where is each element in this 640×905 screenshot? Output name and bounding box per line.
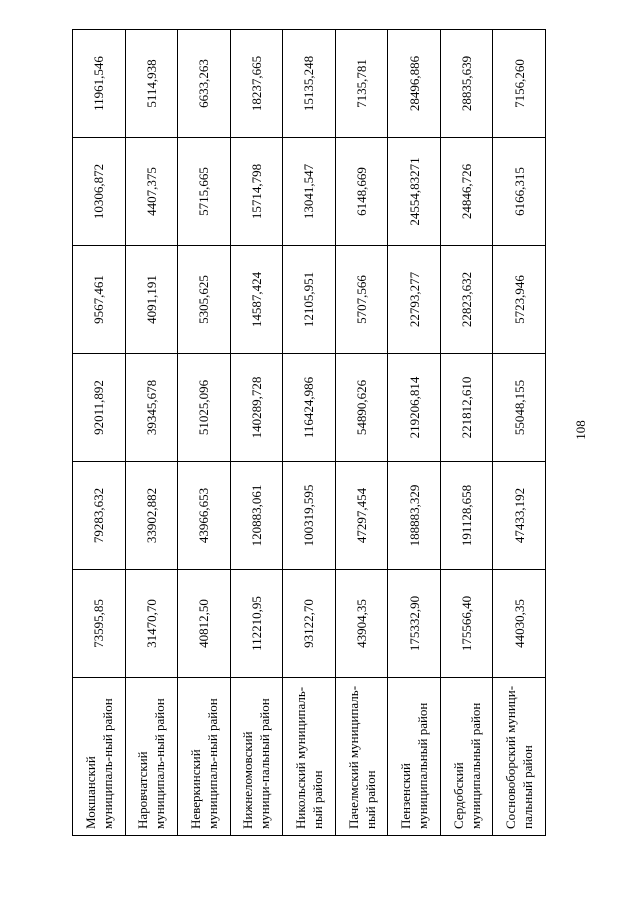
rotated-table-container [72, 30, 546, 836]
value-cell: 10306,872 [73, 138, 126, 246]
district-name: Неверкинский муниципаль-ный район [178, 678, 231, 836]
value-cell: 6148,669 [335, 138, 388, 246]
value-cell: 5305,625 [178, 246, 231, 354]
value-cell: 140289,728 [230, 354, 283, 462]
value-cell: 5114,938 [125, 30, 178, 138]
value-cell: 175566,40 [440, 570, 493, 678]
value-cell: 22823,632 [440, 246, 493, 354]
table-row [440, 30, 493, 836]
value-cell: 14587,424 [230, 246, 283, 354]
value-cell: 73595,85 [73, 570, 126, 678]
table-row [230, 30, 283, 836]
value-cell: 7135,781 [335, 30, 388, 138]
value-cell: 6633,263 [178, 30, 231, 138]
table-row [388, 30, 441, 836]
district-name: Мокшанский муниципаль-ный район [73, 678, 126, 836]
district-name: Никольский муниципаль-ный район [283, 678, 336, 836]
value-cell: 40812,50 [178, 570, 231, 678]
value-cell: 79283,632 [73, 462, 126, 570]
value-cell: 31470,70 [125, 570, 178, 678]
value-cell: 28835,639 [440, 30, 493, 138]
district-name: Пензенский муниципальный район [388, 678, 441, 836]
value-cell: 24554,83271 [388, 138, 441, 246]
value-cell: 5707,566 [335, 246, 388, 354]
value-cell: 9567,461 [73, 246, 126, 354]
value-cell: 15135,248 [283, 30, 336, 138]
value-cell: 47433,192 [493, 462, 546, 570]
district-name: Нижнеломовский муници-пальный район [230, 678, 283, 836]
value-cell: 100319,595 [283, 462, 336, 570]
value-cell: 33902,882 [125, 462, 178, 570]
district-name: Наровчатский муниципаль-ный район [125, 678, 178, 836]
value-cell: 4091,191 [125, 246, 178, 354]
table-row [493, 30, 546, 836]
district-data-table [72, 29, 546, 836]
value-cell: 191128,658 [440, 462, 493, 570]
value-cell: 47297,454 [335, 462, 388, 570]
value-cell: 221812,610 [440, 354, 493, 462]
district-name: Пачелмский муниципаль-ный район [335, 678, 388, 836]
value-cell: 13041,547 [283, 138, 336, 246]
value-cell: 175332,90 [388, 570, 441, 678]
value-cell: 11961,546 [73, 30, 126, 138]
value-cell: 120883,061 [230, 462, 283, 570]
page-number: 108 [573, 420, 588, 440]
value-cell: 5723,946 [493, 246, 546, 354]
value-cell: 112210,95 [230, 570, 283, 678]
value-cell: 54890,626 [335, 354, 388, 462]
value-cell: 92011,892 [73, 354, 126, 462]
value-cell: 43904,35 [335, 570, 388, 678]
value-cell: 116424,986 [283, 354, 336, 462]
value-cell: 93122,70 [283, 570, 336, 678]
value-cell: 28496,886 [388, 30, 441, 138]
value-cell: 5715,665 [178, 138, 231, 246]
value-cell: 12105,951 [283, 246, 336, 354]
value-cell: 188883,329 [388, 462, 441, 570]
rotated-table-frame [72, 30, 546, 836]
value-cell: 39345,678 [125, 354, 178, 462]
table-row [335, 30, 388, 836]
value-cell: 6166,315 [493, 138, 546, 246]
value-cell: 43966,653 [178, 462, 231, 570]
table-row [73, 30, 126, 836]
value-cell: 55048,155 [493, 354, 546, 462]
value-cell: 219206,814 [388, 354, 441, 462]
district-name: Сосновоборский муници-пальный район [493, 678, 546, 836]
table-row [283, 30, 336, 836]
value-cell: 51025,096 [178, 354, 231, 462]
table-row [178, 30, 231, 836]
value-cell: 4407,375 [125, 138, 178, 246]
value-cell: 24846,726 [440, 138, 493, 246]
table-row [125, 30, 178, 836]
district-name: Сердобский муниципальный район [440, 678, 493, 836]
value-cell: 18237,665 [230, 30, 283, 138]
value-cell: 22793,277 [388, 246, 441, 354]
value-cell: 7156,260 [493, 30, 546, 138]
value-cell: 44030,35 [493, 570, 546, 678]
value-cell: 15714,798 [230, 138, 283, 246]
